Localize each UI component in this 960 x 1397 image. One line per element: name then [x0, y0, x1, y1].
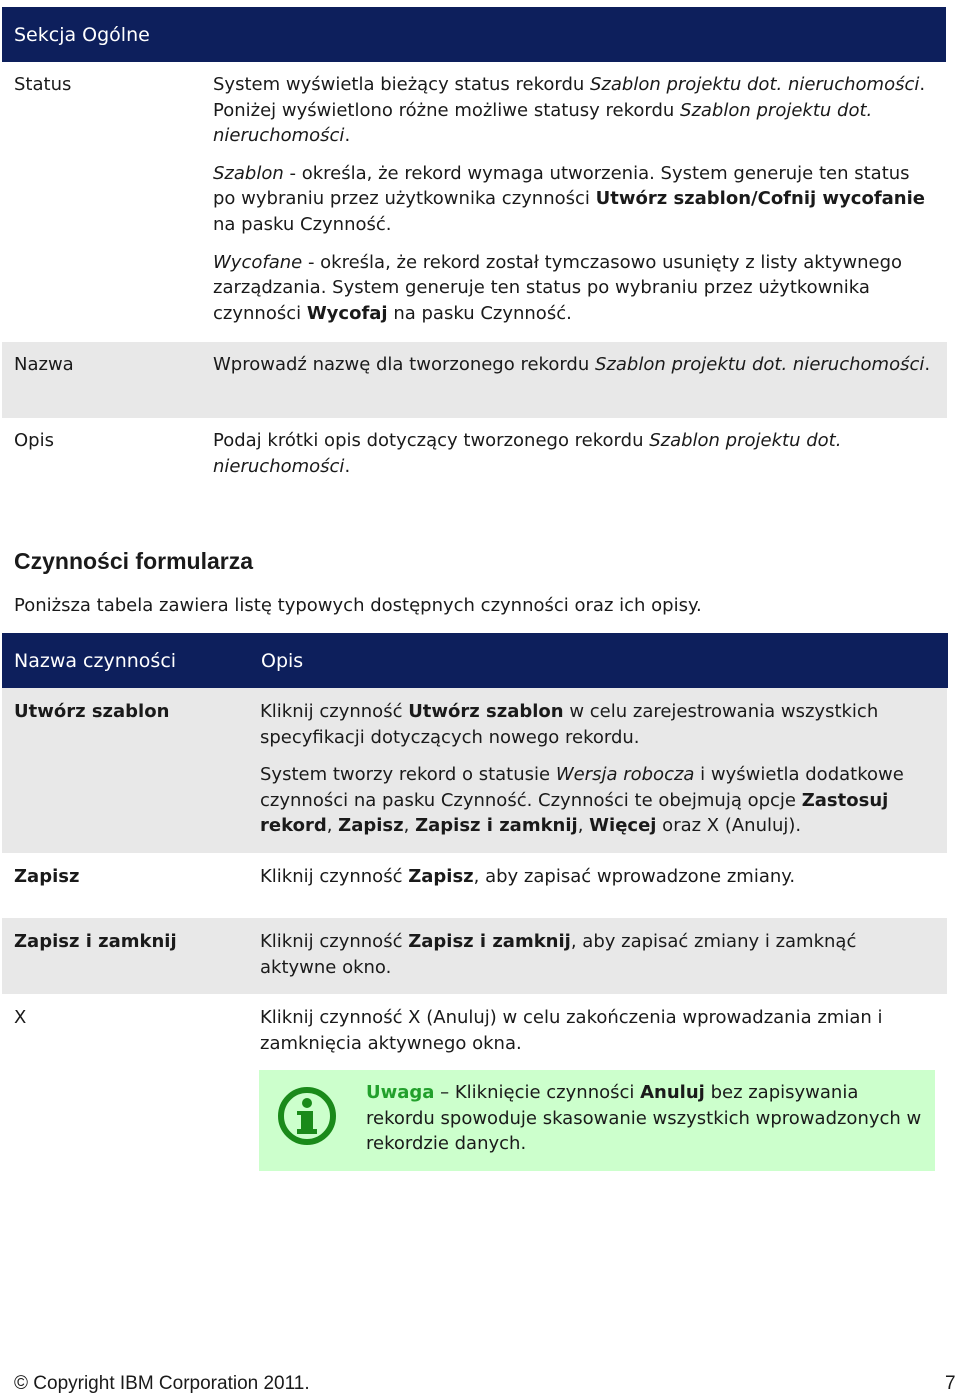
note-text [366, 1080, 931, 1157]
paragraph [213, 250, 935, 327]
text-run: Kliknij czynność [260, 866, 409, 887]
bold-text: Wycofaj [306, 302, 388, 324]
general-row-status [2, 62, 947, 342]
italic-text: Szablon projektu dot. nieruchomości [594, 354, 925, 375]
text-run: , aby zapisać zmiany i zamknąć aktywne okno. [260, 931, 857, 978]
note-box [259, 1070, 935, 1171]
action-name-text: Zapisz [14, 866, 80, 887]
info-icon [277, 1086, 337, 1146]
text-run: Kliknij czynność [260, 931, 409, 952]
bold-text: Utwórz szablon/Cofnij wycofanie [595, 188, 926, 210]
text-run: Kliknij czynność X (Anuluj) w celu zakończenia wprowadzania zmian i zamknięcia aktywnego okna. [260, 1007, 883, 1054]
text-run: - określa, że rekord wymaga utworzenia. System generuje ten status po wybraniu przez użytkownika czynności [213, 162, 910, 210]
text-run: Wprowadź nazwę dla tworzonego rekordu [213, 354, 595, 375]
text-run: , [326, 815, 339, 837]
italic-text: Szablon [213, 162, 284, 184]
paragraph [213, 72, 935, 149]
paragraph [260, 699, 936, 750]
general-row-label: Nazwa [14, 354, 74, 375]
action-name-text: Zapisz i zamknij [14, 931, 177, 952]
column-header-description: Opis [261, 650, 304, 672]
bold-text: Anuluj [640, 1082, 705, 1103]
bold-text: Zapisz [338, 815, 404, 837]
action-row-zapisz-i-zamknij [2, 918, 947, 994]
action-description [260, 864, 936, 890]
general-row-label: Opis [14, 430, 54, 451]
action-description [260, 1005, 936, 1056]
general-section-header [2, 7, 946, 62]
note-label: Uwaga [366, 1082, 435, 1103]
actions-table-header [2, 633, 948, 688]
action-name [14, 864, 79, 890]
text-run: bez zapisywania rekordu spowoduje skasowanie wszystkich wprowadzonych w rekordzie danych. [366, 1082, 922, 1155]
text-run: na pasku Czynność. [387, 302, 572, 324]
text-run: . [344, 455, 351, 477]
action-name [14, 929, 177, 955]
paragraph [213, 428, 935, 479]
general-row-description [213, 72, 935, 326]
bold-text: Zapisz i zamknij [415, 815, 578, 837]
text-run: . [344, 125, 351, 147]
column-header-action-name: Nazwa czynności [14, 650, 177, 672]
text-run: - określa, że rekord został tymczasowo usunięty z listy aktywnego zarządzania. System generuje ten status po wybraniu przez użytkownika czynności [213, 251, 903, 324]
text-run: , aby zapisać wprowadzone zmiany. [473, 866, 796, 887]
italic-text: Wycofane [213, 251, 303, 273]
action-name-text: Utwórz szablon [14, 701, 170, 722]
footer-page-number: 7 [945, 1373, 956, 1394]
paragraph [260, 929, 936, 980]
general-row-nazwa [2, 342, 947, 418]
italic-text: Szablon projektu dot. nieruchomości [213, 430, 842, 477]
text-run: oraz X (Anuluj). [656, 815, 802, 837]
text-run: System wyświetla bieżący status rekordu [213, 74, 590, 95]
italic-text: Szablon projektu dot. nieruchomości [590, 74, 920, 95]
text-run: , [577, 815, 590, 837]
text-run: System tworzy rekord o statusie [260, 764, 556, 786]
bold-text: Utwórz szablon [408, 701, 564, 722]
action-name [14, 699, 169, 725]
text-run: Podaj krótki opis dotyczący tworzonego rekordu [213, 430, 650, 451]
text-run: . Poniżej wyświetlono różne możliwe statusy rekordu [213, 74, 926, 121]
note-body [366, 1082, 921, 1154]
general-row-description [213, 428, 935, 479]
bold-text: Zapisz [408, 866, 474, 887]
paragraph [213, 352, 935, 378]
general-row-description [213, 352, 935, 378]
text-run: – Kliknięcie czynności [434, 1082, 641, 1103]
action-name: X [14, 1007, 27, 1028]
general-row-label: Status [14, 74, 72, 95]
section-intro: Poniższa tabela zawiera listę typowych dostępnych czynności oraz ich opisy. [14, 595, 702, 616]
italic-text: Szablon projektu dot. nieruchomości [213, 99, 873, 147]
paragraph [260, 1005, 936, 1056]
paragraph [213, 161, 935, 238]
paragraph [260, 762, 936, 839]
action-row-x [2, 994, 947, 1064]
bold-text: Więcej [589, 815, 657, 837]
action-row-zapisz [2, 853, 947, 918]
text-run: na pasku Czynność. [213, 213, 392, 235]
paragraph [260, 864, 936, 890]
text-run: w celu zarejestrowania wszystkich specyfikacji dotyczących nowego rekordu. [260, 701, 879, 748]
footer-copyright: © Copyright IBM Corporation 2011. [14, 1373, 310, 1394]
text-run: i wyświetla dodatkowe czynności na pasku Czynność. Czynności te obejmują opcje [260, 764, 904, 811]
action-description [260, 929, 936, 980]
general-section-title: Sekcja Ogólne [14, 24, 150, 46]
section-heading: Czynności formularza [14, 548, 253, 574]
bold-text: Zapisz i zamknij [408, 931, 571, 952]
bold-text: Zastosuj rekord [260, 789, 889, 837]
text-run: . [924, 354, 931, 375]
action-row-utworz-szablon [2, 688, 947, 853]
italic-text: Wersja robocza [555, 764, 695, 786]
text-run: Kliknij czynność [260, 701, 409, 722]
text-run: , [403, 815, 416, 837]
action-description [260, 699, 936, 839]
general-row-opis [2, 418, 947, 498]
